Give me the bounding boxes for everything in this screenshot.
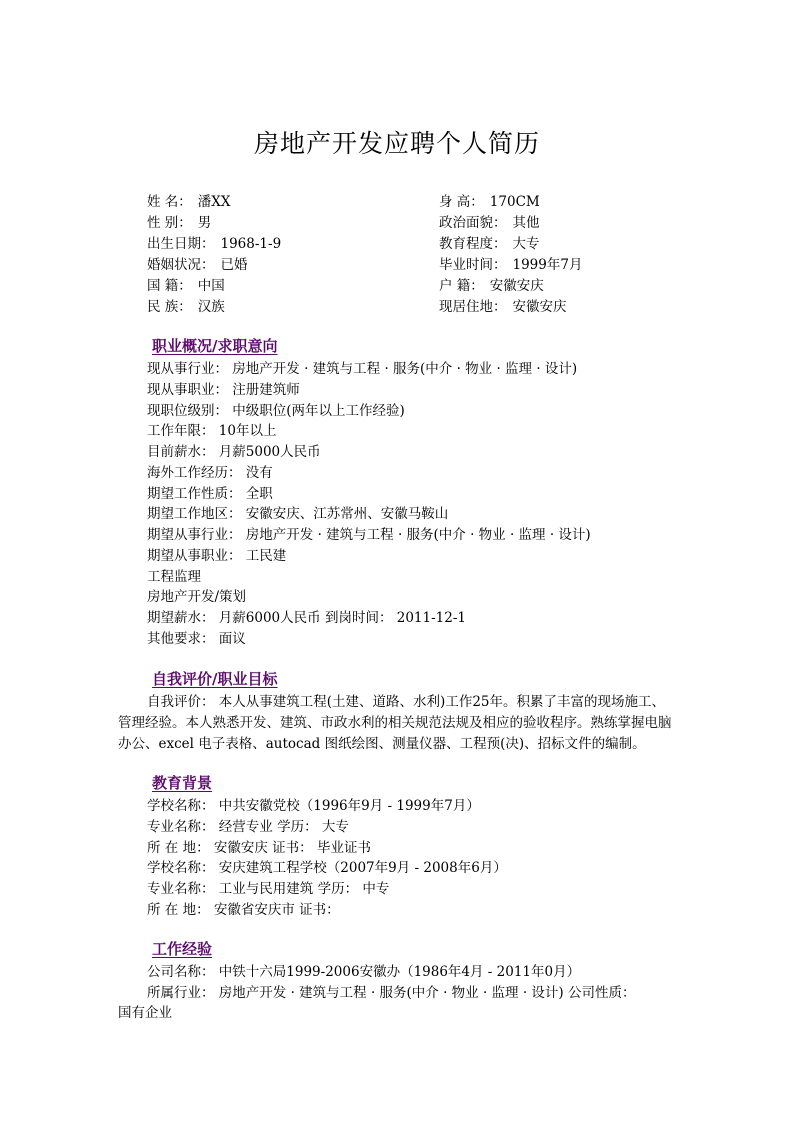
info-row [439,276,544,296]
info-value: 潘XX [197,194,231,210]
career-line: 目前薪水： 月薪5000人民币 [147,444,321,460]
section-heading-self-eval: 自我评价/职业目标 [152,670,278,688]
info-row [439,255,582,275]
info-value: 其他 [512,215,540,231]
work-line: 所属行业： 房地产开发 · 建筑与工程 · 服务(中介 · 物业 · 监理 · 设计) 公司性质： [147,985,636,1001]
info-label: 民 族： [147,299,192,315]
work-line: 国有企业 [118,1005,172,1021]
info-row [147,213,211,233]
info-row [147,255,248,275]
career-line: 现从事职业： 注册建筑师 [147,382,300,398]
info-row [439,192,540,212]
career-line: 期望从事职业： 工民建 [147,548,287,564]
education-line: 所 在 地： 安徽安庆 证书： 毕业证书 [147,840,371,856]
info-row [439,213,540,233]
info-value: 安徽安庆 [512,299,567,315]
info-value: 中国 [197,278,225,294]
career-line: 现从事行业： 房地产开发 · 建筑与工程 · 服务(中介 · 物业 · 监理 · 设计) [147,361,578,377]
info-label: 户 籍： [439,278,484,294]
info-row [147,276,225,296]
info-value: 1968-1-9 [220,236,282,252]
career-line: 期望薪水： 月薪6000人民币 到岗时间： 2011-12-1 [147,610,466,626]
info-row [439,297,567,317]
career-line: 期望从事行业： 房地产开发 · 建筑与工程 · 服务(中介 · 物业 · 监理 · 设计) [147,527,591,543]
career-line: 期望工作性质： 全职 [147,486,273,502]
info-label: 姓 名： [147,194,192,210]
section-heading-education: 教育背景 [152,774,213,792]
career-line: 工作年限： 10年以上 [147,423,277,439]
info-label: 婚姻状况： [147,257,215,273]
career-line: 房地产开发/策划 [147,589,247,605]
education-line: 专业名称： 经营专业 学历： 大专 [147,819,349,835]
info-row [439,234,540,254]
self-eval-paragraph: 自我评价： 本人从事建筑工程(土建、道路、水利)工作25年。积累了丰富的现场施工、管理经验。本人熟悉开发、建筑、市政水利的相关规范法规及相应的验收程序。熟练掌握电脑办公、excel 电子表格、autocad 图纸绘图、测量仪器、工程预(决)、招标文件的编制。 [118,694,672,752]
info-row [147,192,231,212]
education-line: 所 在 地： 安徽省安庆市 证书： [147,902,340,918]
info-value: 男 [197,215,212,231]
work-line: 公司名称： 中铁十六局1999-2006安徽办（1986年4月 - 2011年0月） [147,964,581,980]
info-label: 出生日期： [147,236,215,252]
education-line: 学校名称： 中共安徽党校（1996年9月 - 1999年7月） [147,798,480,814]
info-value: 已婚 [220,257,248,273]
info-label: 国 籍： [147,278,192,294]
career-line: 海外工作经历： 没有 [147,465,273,481]
education-line: 专业名称： 工业与民用建筑 学历： 中专 [147,881,390,897]
info-label: 性 别： [147,215,192,231]
career-line: 工程监理 [147,569,201,585]
info-value: 大专 [512,236,540,252]
info-value: 汉族 [197,299,225,315]
section-heading-work: 工作经验 [152,940,213,958]
info-label: 政治面貌： [439,215,507,231]
page-title: 房地产开发应聘个人简历 [253,129,540,158]
info-value: 安徽安庆 [489,278,544,294]
info-label: 身 高： [439,194,484,210]
info-value: 170CM [489,194,540,210]
career-line: 其他要求： 面议 [147,631,246,647]
info-row [147,297,225,317]
education-line: 学校名称： 安庆建筑工程学校（2007年9月 - 2008年6月） [147,860,507,876]
info-label: 现居住地： [439,299,507,315]
info-label: 毕业时间： [439,257,507,273]
info-label: 教育程度： [439,236,507,252]
section-heading-career: 职业概况/求职意向 [152,337,278,355]
career-line: 期望工作地区： 安徽安庆、江苏常州、安徽马鞍山 [147,506,449,522]
info-row [147,234,281,254]
info-value: 1999年7月 [512,257,583,273]
career-line: 现职位级别： 中级职位(两年以上工作经验) [147,403,405,419]
